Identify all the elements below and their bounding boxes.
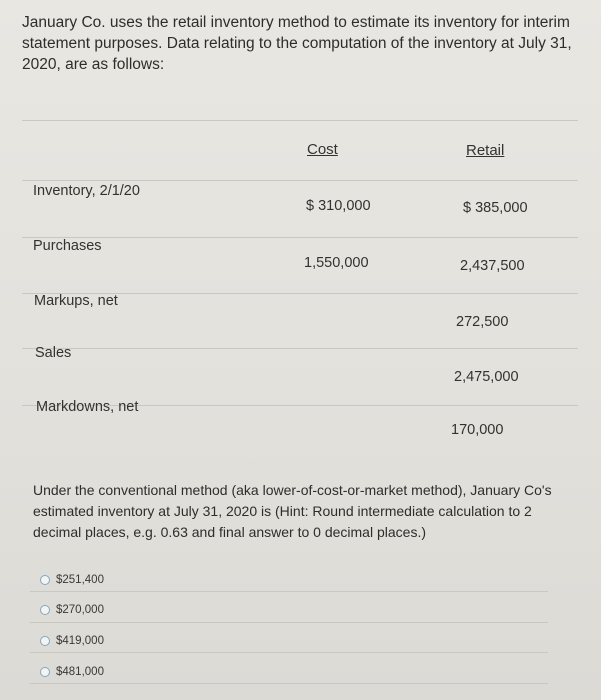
answer-option[interactable] [40,571,104,589]
radio-button[interactable] [40,636,50,646]
radio-button[interactable] [40,605,50,615]
answer-option[interactable] [40,601,104,619]
retail-markups: 272,500 [456,314,509,330]
option-divider [30,622,548,623]
answer-option-label: $251,400 [56,574,104,586]
retail-purchases: 2,437,500 [460,258,525,274]
cost-column-header: Cost [307,141,338,158]
table-row-rule [22,348,578,349]
answer-option-label: $419,000 [56,635,104,647]
option-divider [30,683,548,684]
problem-intro: January Co. uses the retail inventory method to estimate its inventory for interim statement purposes. Data relating to the computation of the inventory at July 31, 2020, are as follows: [22,14,572,73]
radio-button[interactable] [40,667,50,677]
retail-column-header: Retail [466,142,505,159]
option-divider [30,652,548,653]
retail-sales: 2,475,000 [454,369,519,385]
row-label-markups: Markups, net [34,293,118,309]
option-divider [30,591,548,592]
row-label-markdowns: Markdowns, net [36,399,139,415]
answer-option[interactable] [40,663,104,681]
radio-button[interactable] [40,575,50,585]
question-text: Under the conventional method (aka lower-of-cost-or-market method), January Co's estimated inventory at July 31, 2020 is (Hint: Round intermediate calculation to 2 decimal places, e.g. 0.63 and final answer to 0 decimal places.) [33,482,552,540]
table-row-rule [22,180,578,181]
retail-markdowns: 170,000 [451,422,504,438]
table-top-rule [22,120,578,121]
row-label-sales: Sales [35,345,72,361]
cost-purchases: 1,550,000 [304,255,369,271]
row-label-inventory: Inventory, 2/1/20 [33,183,140,199]
table-row-rule [22,237,578,238]
retail-inventory: $ 385,000 [463,200,528,216]
answer-option-label: $270,000 [56,604,104,616]
row-label-purchases: Purchases [33,238,102,254]
cost-inventory: $ 310,000 [306,198,371,214]
answer-option[interactable] [40,632,104,650]
answer-option-label: $481,000 [56,666,104,678]
